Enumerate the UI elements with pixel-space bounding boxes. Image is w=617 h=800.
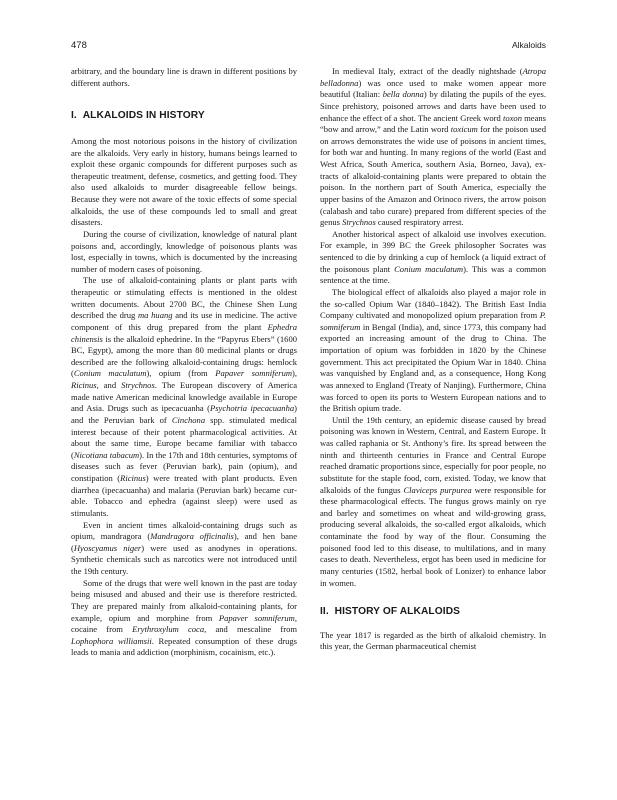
paragraph: The biological effect of alkaloids also played a major role in the so-called Opium War (1840–1842). The British East India Company cultivated and monopolized opium preparation from P. somniferum in Bengal (India), and, since 1773, this company had exported an increasing amount of the drug to China. The importation of opium was forbidden in 1820 by the Chinese government. This act precipitated the Opium War in 1840. China was vanquished by England and, as a consequence, Hong Kong was annexed to England (Treaty of Nanjing). Furthermore, China was forced to open its ports to Western European nations and to the British opium trade. [320, 286, 546, 414]
running-title: Alkaloids [511, 40, 546, 50]
page-number: 478 [71, 40, 87, 51]
section-heading: I. ALKALOIDS IN HISTORY [71, 110, 205, 122]
section-heading: II. HISTORY OF ALKALOIDS [320, 606, 461, 618]
paragraph: Some of the drugs that were well known in the past are today being misused and abused and their use is therefore restricted. They are prepared mainly from alkaloid-containing plants, for example, opium and morphine from Papaver somniferum, cocaine from Erythroxylum coca, and mescaline from Lophophora williamsii. Repeated consumption of these drugs leads to mania and addiction (morphinism, cocainism, etc.). [71, 577, 298, 658]
right-column [320, 66, 546, 653]
paragraph: Until the 19th century, an epidemic disease caused by bread poisoning was known in Western, Central, and Eastern Europe. It was called raphania or St. Anthony’s fire. Its spread between the ninth and thirteenth centuries in France and Central Europe reached dramatic proportions since, especially for poor people, no substitute for the staple food, corn, existed. Today, we know that alkaloids of the fungus Claviceps purpurea were responsible for these pharmacological effects. The fungus grows mainly on rye and barley and sometimes on wheat and wild-growing grass, producing several alkaloids, the so-called ergot alkaloids, which contaminate the food by way of the flour. Consuming the poisoned food led to this disease, to multilations, and in many cases to death. Nevertheless, ergot has been used in medicine for many centuries (1582, herbal book of Lonizer) to enhance labor in women. [320, 414, 546, 588]
left-column [71, 66, 297, 659]
paragraph: In medieval Italy, extract of the deadly nightshade (Atropa belladonna) was once used to make women appear more beautiful (Italian: bella donna) by dilating the pupils of the eyes. Since prehistory, poisoned arrows and darts have been used to enhance the effect of a shot. The ancient Greek word toxon means “bow and arrow,” and the Latin word toxicum for the poison used on arrows demonstrates the wide use of poisons in ancient times, for both war and hunting. In many regions of the world (East and West Africa, South America, southern Asia, Borneo, Java), extracts of alkaloid-containing plants were prepared to obtain the poison. In the northern part of South America, especially the upper basins of the Amazon and Orinoco rivers, the arrow poison (calabash and tabo curare) prepared from different species of the genus Strychnos caused respiratory arrest. [320, 66, 547, 228]
paragraph: Another historical aspect of alkaloid use involves execution. For example, in 399 BC the Greek philosopher Socrates was sentenced to die by drinking a cup of hemlock (a liquid extract of the poisonous plant Conium maculatum). This was a common sentence at the time. [320, 228, 546, 286]
page-header [71, 40, 546, 54]
paragraph: arbitrary, and the boundary line is drawn in different positions by different authors. [71, 66, 297, 88]
paragraph: The year 1817 is regarded as the birth of alkaloid chemistry. In this year, the German pharmaceutical chemist [320, 629, 546, 652]
paragraph: The use of alkaloid-containing plants or plant parts with therapeutic or stimulating effects is mentioned in the oldest written documents. About 2700 BC, the Chinese Shen Lung described the drug ma huang and its use in medicine. The active component of this drug prepared from the plant Ephedra chinensis is the alkaloid ephedrine. In the “Papyrus Ebers” (1600 BC, Egypt), among the more than 80 medicinal plants or drugs described are the following alkaloid-containing drugs: hemlock (Conium maculatum), opium (from Papaver somniferum), Ricinus, and Strychnos. The European discovery of America made native American medicinal knowledge available in Europe and Asia. Drugs such as ipecacuanha (Psychotria ipecacuanha) and the Peruvian bark of Cinchona spp. stimulated medical interest because of their potent pharmacological activities. At about the same time, Europe became familiar with tabacco (Nicotiana tabacum). In the 17th and 18th centuries, symptoms of diseases such as fever (Peruvian bark), pain (opium), and constipation (Ricinus) were treated with plant products. Even diarrhea (ipecacuanha) and malaria (Peruvian bark) became curable. Tobacco and ephedra (against sleep) were used as stimulants. [71, 275, 298, 518]
paragraph: Even in ancient times alkaloid-containing drugs such as opium, mandragora (Mandragora officinalis), and hen bane (Hyoscyamus niger) were used as anodynes in operations. Synthetic chemicals such as narcotics were not introduced until the 19th century. [71, 519, 297, 576]
paragraph: During the course of civilization, knowledge of natural plant poisons and, accordingly, knowledge of poisonous plants was lost, especially in towns, which is documented by the increasing number of modern cases of poisoning. [71, 228, 297, 274]
paragraph: Among the most notorious poisons in the history of civilization are the alkaloids. Very early in history, humans beings learned to exploit these organic compounds for different purposes such as therapeutic treatment, defense, cosmetics, and getting food. They also used alkaloids to murder disagreeable fellow beings. Because they were not aware of the toxic effects of some special alkaloids, the use of these compounds led to small and great disasters. [71, 135, 297, 228]
